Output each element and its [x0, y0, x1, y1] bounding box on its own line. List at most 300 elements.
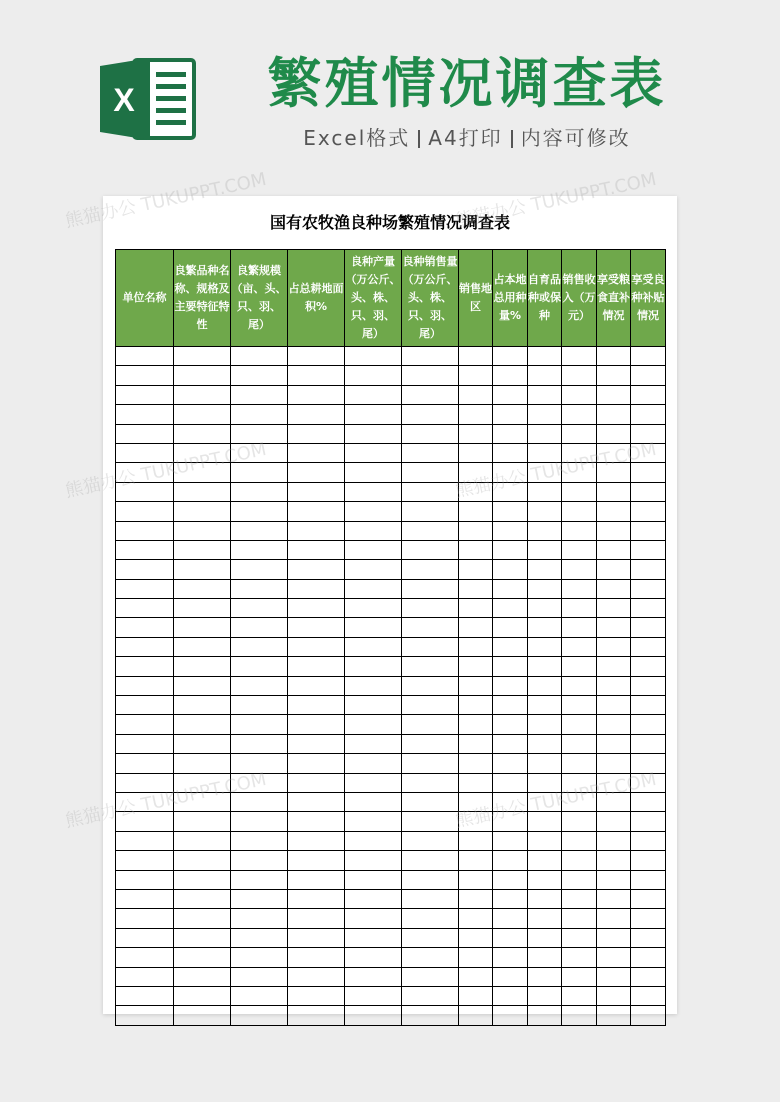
- table-cell[interactable]: [493, 792, 528, 811]
- table-cell[interactable]: [631, 502, 666, 521]
- table-cell[interactable]: [597, 599, 631, 618]
- table-cell[interactable]: [493, 851, 528, 870]
- table-cell[interactable]: [562, 599, 597, 618]
- table-cell[interactable]: [631, 948, 666, 967]
- table-cell[interactable]: [493, 521, 528, 540]
- table-cell[interactable]: [562, 540, 597, 559]
- table-cell[interactable]: [459, 734, 493, 753]
- table-cell[interactable]: [402, 676, 459, 695]
- table-cell[interactable]: [288, 599, 345, 618]
- table-cell[interactable]: [597, 618, 631, 637]
- table-cell[interactable]: [528, 928, 562, 947]
- table-cell[interactable]: [459, 637, 493, 656]
- table-cell[interactable]: [345, 812, 402, 831]
- table-cell[interactable]: [562, 928, 597, 947]
- table-cell[interactable]: [528, 948, 562, 967]
- table-cell[interactable]: [597, 967, 631, 986]
- table-cell[interactable]: [402, 754, 459, 773]
- table-cell[interactable]: [562, 696, 597, 715]
- table-cell[interactable]: [174, 928, 231, 947]
- table-cell[interactable]: [493, 928, 528, 947]
- table-cell[interactable]: [231, 443, 288, 462]
- table-cell[interactable]: [493, 889, 528, 908]
- table-cell[interactable]: [116, 909, 174, 928]
- table-cell[interactable]: [459, 521, 493, 540]
- table-cell[interactable]: [288, 715, 345, 734]
- table-cell[interactable]: [231, 618, 288, 637]
- table-cell[interactable]: [597, 754, 631, 773]
- table-cell[interactable]: [459, 463, 493, 482]
- table-cell[interactable]: [597, 579, 631, 598]
- table-cell[interactable]: [402, 521, 459, 540]
- table-cell[interactable]: [493, 366, 528, 385]
- table-cell[interactable]: [402, 812, 459, 831]
- table-cell[interactable]: [288, 986, 345, 1005]
- table-cell[interactable]: [528, 366, 562, 385]
- table-cell[interactable]: [493, 482, 528, 501]
- table-cell[interactable]: [345, 482, 402, 501]
- table-cell[interactable]: [231, 734, 288, 753]
- table-cell[interactable]: [631, 443, 666, 462]
- table-cell[interactable]: [116, 967, 174, 986]
- table-cell[interactable]: [174, 521, 231, 540]
- table-cell[interactable]: [493, 986, 528, 1005]
- table-cell[interactable]: [562, 967, 597, 986]
- table-cell[interactable]: [528, 831, 562, 850]
- table-cell[interactable]: [345, 560, 402, 579]
- table-cell[interactable]: [174, 909, 231, 928]
- table-cell[interactable]: [562, 715, 597, 734]
- table-cell[interactable]: [116, 540, 174, 559]
- table-cell[interactable]: [631, 734, 666, 753]
- table-cell[interactable]: [174, 696, 231, 715]
- table-cell[interactable]: [402, 579, 459, 598]
- table-cell[interactable]: [345, 928, 402, 947]
- table-cell[interactable]: [174, 424, 231, 443]
- table-cell[interactable]: [116, 599, 174, 618]
- table-cell[interactable]: [288, 734, 345, 753]
- table-cell[interactable]: [493, 909, 528, 928]
- table-cell[interactable]: [493, 754, 528, 773]
- table-cell[interactable]: [631, 831, 666, 850]
- table-cell[interactable]: [116, 521, 174, 540]
- table-cell[interactable]: [345, 599, 402, 618]
- table-cell[interactable]: [116, 792, 174, 811]
- table-cell[interactable]: [493, 405, 528, 424]
- table-cell[interactable]: [459, 560, 493, 579]
- table-cell[interactable]: [562, 385, 597, 404]
- table-cell[interactable]: [231, 986, 288, 1005]
- table-cell[interactable]: [231, 715, 288, 734]
- table-cell[interactable]: [597, 734, 631, 753]
- table-cell[interactable]: [174, 502, 231, 521]
- table-cell[interactable]: [562, 424, 597, 443]
- table-cell[interactable]: [459, 948, 493, 967]
- table-cell[interactable]: [345, 1006, 402, 1025]
- table-cell[interactable]: [402, 948, 459, 967]
- table-cell[interactable]: [288, 754, 345, 773]
- table-cell[interactable]: [116, 948, 174, 967]
- table-cell[interactable]: [288, 967, 345, 986]
- table-cell[interactable]: [459, 579, 493, 598]
- table-cell[interactable]: [288, 560, 345, 579]
- table-cell[interactable]: [116, 560, 174, 579]
- table-cell[interactable]: [493, 443, 528, 462]
- table-cell[interactable]: [345, 463, 402, 482]
- table-cell[interactable]: [116, 637, 174, 656]
- table-cell[interactable]: [459, 696, 493, 715]
- table-cell[interactable]: [562, 657, 597, 676]
- table-cell[interactable]: [562, 579, 597, 598]
- table-cell[interactable]: [631, 773, 666, 792]
- table-cell[interactable]: [174, 715, 231, 734]
- table-cell[interactable]: [116, 618, 174, 637]
- table-cell[interactable]: [116, 831, 174, 850]
- table-cell[interactable]: [231, 599, 288, 618]
- table-cell[interactable]: [345, 986, 402, 1005]
- table-cell[interactable]: [288, 928, 345, 947]
- table-cell[interactable]: [402, 889, 459, 908]
- table-cell[interactable]: [345, 967, 402, 986]
- table-cell[interactable]: [597, 676, 631, 695]
- table-cell[interactable]: [116, 715, 174, 734]
- table-cell[interactable]: [597, 773, 631, 792]
- table-cell[interactable]: [459, 754, 493, 773]
- table-cell[interactable]: [402, 385, 459, 404]
- table-cell[interactable]: [597, 502, 631, 521]
- table-cell[interactable]: [631, 463, 666, 482]
- table-cell[interactable]: [288, 657, 345, 676]
- table-cell[interactable]: [631, 599, 666, 618]
- table-cell[interactable]: [116, 347, 174, 366]
- table-cell[interactable]: [174, 560, 231, 579]
- table-cell[interactable]: [116, 928, 174, 947]
- table-cell[interactable]: [528, 870, 562, 889]
- table-cell[interactable]: [288, 366, 345, 385]
- table-cell[interactable]: [528, 696, 562, 715]
- table-cell[interactable]: [528, 443, 562, 462]
- table-cell[interactable]: [631, 889, 666, 908]
- table-cell[interactable]: [174, 637, 231, 656]
- table-cell[interactable]: [402, 366, 459, 385]
- table-cell[interactable]: [231, 792, 288, 811]
- table-cell[interactable]: [562, 560, 597, 579]
- table-cell[interactable]: [493, 385, 528, 404]
- table-cell[interactable]: [288, 792, 345, 811]
- table-cell[interactable]: [493, 967, 528, 986]
- table-cell[interactable]: [231, 424, 288, 443]
- table-cell[interactable]: [402, 347, 459, 366]
- table-cell[interactable]: [459, 851, 493, 870]
- table-cell[interactable]: [528, 792, 562, 811]
- table-cell[interactable]: [231, 637, 288, 656]
- table-cell[interactable]: [402, 482, 459, 501]
- table-cell[interactable]: [288, 405, 345, 424]
- table-cell[interactable]: [528, 521, 562, 540]
- table-cell[interactable]: [493, 560, 528, 579]
- table-cell[interactable]: [288, 696, 345, 715]
- table-cell[interactable]: [231, 889, 288, 908]
- table-cell[interactable]: [402, 967, 459, 986]
- table-cell[interactable]: [493, 579, 528, 598]
- table-cell[interactable]: [597, 366, 631, 385]
- table-cell[interactable]: [345, 773, 402, 792]
- table-cell[interactable]: [493, 676, 528, 695]
- table-cell[interactable]: [562, 792, 597, 811]
- table-cell[interactable]: [231, 773, 288, 792]
- table-cell[interactable]: [493, 870, 528, 889]
- table-cell[interactable]: [631, 347, 666, 366]
- table-cell[interactable]: [231, 657, 288, 676]
- table-cell[interactable]: [597, 696, 631, 715]
- table-cell[interactable]: [459, 676, 493, 695]
- table-cell[interactable]: [597, 1006, 631, 1025]
- table-cell[interactable]: [631, 715, 666, 734]
- table-cell[interactable]: [402, 715, 459, 734]
- table-cell[interactable]: [345, 948, 402, 967]
- table-cell[interactable]: [231, 696, 288, 715]
- table-cell[interactable]: [459, 657, 493, 676]
- table-cell[interactable]: [597, 347, 631, 366]
- table-cell[interactable]: [402, 909, 459, 928]
- table-cell[interactable]: [562, 463, 597, 482]
- table-cell[interactable]: [174, 734, 231, 753]
- table-cell[interactable]: [116, 366, 174, 385]
- table-cell[interactable]: [562, 948, 597, 967]
- table-cell[interactable]: [345, 676, 402, 695]
- table-cell[interactable]: [631, 928, 666, 947]
- table-cell[interactable]: [345, 909, 402, 928]
- table-cell[interactable]: [402, 928, 459, 947]
- table-cell[interactable]: [231, 482, 288, 501]
- table-cell[interactable]: [459, 443, 493, 462]
- table-cell[interactable]: [174, 540, 231, 559]
- table-cell[interactable]: [459, 870, 493, 889]
- table-cell[interactable]: [597, 812, 631, 831]
- table-cell[interactable]: [459, 482, 493, 501]
- table-cell[interactable]: [288, 482, 345, 501]
- table-cell[interactable]: [528, 463, 562, 482]
- table-cell[interactable]: [562, 521, 597, 540]
- table-cell[interactable]: [345, 385, 402, 404]
- table-cell[interactable]: [631, 405, 666, 424]
- table-cell[interactable]: [345, 366, 402, 385]
- table-cell[interactable]: [116, 424, 174, 443]
- table-cell[interactable]: [631, 676, 666, 695]
- table-cell[interactable]: [631, 1006, 666, 1025]
- table-cell[interactable]: [459, 889, 493, 908]
- table-cell[interactable]: [459, 424, 493, 443]
- table-cell[interactable]: [597, 948, 631, 967]
- table-cell[interactable]: [231, 521, 288, 540]
- table-cell[interactable]: [562, 986, 597, 1005]
- table-cell[interactable]: [174, 851, 231, 870]
- table-cell[interactable]: [231, 1006, 288, 1025]
- table-cell[interactable]: [288, 579, 345, 598]
- table-cell[interactable]: [493, 637, 528, 656]
- table-cell[interactable]: [402, 773, 459, 792]
- table-cell[interactable]: [116, 851, 174, 870]
- table-cell[interactable]: [493, 831, 528, 850]
- table-cell[interactable]: [345, 831, 402, 850]
- table-cell[interactable]: [116, 463, 174, 482]
- table-cell[interactable]: [528, 889, 562, 908]
- table-cell[interactable]: [459, 502, 493, 521]
- table-cell[interactable]: [528, 986, 562, 1005]
- table-cell[interactable]: [288, 618, 345, 637]
- table-cell[interactable]: [493, 657, 528, 676]
- table-cell[interactable]: [116, 579, 174, 598]
- table-cell[interactable]: [402, 986, 459, 1005]
- table-cell[interactable]: [631, 754, 666, 773]
- table-cell[interactable]: [597, 540, 631, 559]
- table-cell[interactable]: [288, 773, 345, 792]
- table-cell[interactable]: [402, 560, 459, 579]
- table-cell[interactable]: [493, 347, 528, 366]
- table-cell[interactable]: [174, 773, 231, 792]
- table-cell[interactable]: [116, 482, 174, 501]
- table-cell[interactable]: [231, 366, 288, 385]
- table-cell[interactable]: [562, 870, 597, 889]
- table-cell[interactable]: [174, 482, 231, 501]
- table-cell[interactable]: [345, 734, 402, 753]
- table-cell[interactable]: [345, 889, 402, 908]
- table-cell[interactable]: [345, 792, 402, 811]
- table-cell[interactable]: [345, 696, 402, 715]
- table-cell[interactable]: [174, 967, 231, 986]
- table-cell[interactable]: [528, 560, 562, 579]
- table-cell[interactable]: [562, 405, 597, 424]
- table-cell[interactable]: [402, 463, 459, 482]
- table-cell[interactable]: [597, 831, 631, 850]
- table-cell[interactable]: [174, 463, 231, 482]
- table-cell[interactable]: [562, 443, 597, 462]
- table-cell[interactable]: [174, 1006, 231, 1025]
- table-cell[interactable]: [288, 463, 345, 482]
- table-cell[interactable]: [402, 443, 459, 462]
- table-cell[interactable]: [288, 676, 345, 695]
- table-cell[interactable]: [345, 405, 402, 424]
- table-cell[interactable]: [562, 773, 597, 792]
- table-cell[interactable]: [174, 657, 231, 676]
- table-cell[interactable]: [493, 599, 528, 618]
- table-cell[interactable]: [116, 754, 174, 773]
- table-cell[interactable]: [345, 502, 402, 521]
- table-cell[interactable]: [528, 424, 562, 443]
- table-cell[interactable]: [562, 1006, 597, 1025]
- table-cell[interactable]: [174, 347, 231, 366]
- table-cell[interactable]: [174, 599, 231, 618]
- table-cell[interactable]: [528, 676, 562, 695]
- table-cell[interactable]: [116, 889, 174, 908]
- table-cell[interactable]: [528, 657, 562, 676]
- table-cell[interactable]: [116, 385, 174, 404]
- table-cell[interactable]: [231, 560, 288, 579]
- table-cell[interactable]: [288, 502, 345, 521]
- table-cell[interactable]: [116, 1006, 174, 1025]
- table-cell[interactable]: [459, 347, 493, 366]
- table-cell[interactable]: [231, 812, 288, 831]
- table-cell[interactable]: [116, 405, 174, 424]
- table-cell[interactable]: [402, 1006, 459, 1025]
- table-cell[interactable]: [597, 657, 631, 676]
- table-cell[interactable]: [528, 851, 562, 870]
- table-cell[interactable]: [231, 948, 288, 967]
- table-cell[interactable]: [231, 967, 288, 986]
- table-cell[interactable]: [116, 812, 174, 831]
- table-cell[interactable]: [597, 889, 631, 908]
- table-cell[interactable]: [528, 347, 562, 366]
- table-cell[interactable]: [345, 443, 402, 462]
- table-cell[interactable]: [116, 696, 174, 715]
- table-cell[interactable]: [528, 1006, 562, 1025]
- table-cell[interactable]: [402, 851, 459, 870]
- table-cell[interactable]: [597, 463, 631, 482]
- table-cell[interactable]: [597, 928, 631, 947]
- table-cell[interactable]: [402, 424, 459, 443]
- table-cell[interactable]: [493, 502, 528, 521]
- table-cell[interactable]: [288, 851, 345, 870]
- table-cell[interactable]: [562, 502, 597, 521]
- table-cell[interactable]: [631, 579, 666, 598]
- table-cell[interactable]: [174, 676, 231, 695]
- table-cell[interactable]: [528, 637, 562, 656]
- table-cell[interactable]: [288, 948, 345, 967]
- table-cell[interactable]: [597, 560, 631, 579]
- table-cell[interactable]: [562, 676, 597, 695]
- table-cell[interactable]: [345, 870, 402, 889]
- table-cell[interactable]: [288, 637, 345, 656]
- table-cell[interactable]: [231, 385, 288, 404]
- table-cell[interactable]: [288, 424, 345, 443]
- table-cell[interactable]: [528, 812, 562, 831]
- table-cell[interactable]: [345, 657, 402, 676]
- table-cell[interactable]: [631, 812, 666, 831]
- table-cell[interactable]: [631, 424, 666, 443]
- table-cell[interactable]: [631, 540, 666, 559]
- table-cell[interactable]: [402, 405, 459, 424]
- table-cell[interactable]: [174, 986, 231, 1005]
- table-cell[interactable]: [288, 909, 345, 928]
- table-cell[interactable]: [402, 734, 459, 753]
- table-cell[interactable]: [174, 792, 231, 811]
- table-cell[interactable]: [493, 812, 528, 831]
- table-cell[interactable]: [174, 579, 231, 598]
- table-cell[interactable]: [459, 715, 493, 734]
- table-cell[interactable]: [528, 909, 562, 928]
- table-cell[interactable]: [231, 463, 288, 482]
- table-cell[interactable]: [345, 618, 402, 637]
- table-cell[interactable]: [631, 385, 666, 404]
- table-cell[interactable]: [493, 734, 528, 753]
- table-cell[interactable]: [562, 831, 597, 850]
- table-cell[interactable]: [345, 540, 402, 559]
- table-cell[interactable]: [174, 754, 231, 773]
- table-cell[interactable]: [631, 986, 666, 1005]
- table-cell[interactable]: [562, 366, 597, 385]
- table-cell[interactable]: [493, 618, 528, 637]
- table-cell[interactable]: [528, 715, 562, 734]
- table-cell[interactable]: [402, 657, 459, 676]
- table-cell[interactable]: [174, 385, 231, 404]
- table-cell[interactable]: [528, 502, 562, 521]
- table-cell[interactable]: [116, 502, 174, 521]
- table-cell[interactable]: [288, 540, 345, 559]
- table-cell[interactable]: [631, 521, 666, 540]
- table-cell[interactable]: [231, 540, 288, 559]
- table-cell[interactable]: [631, 792, 666, 811]
- table-cell[interactable]: [231, 870, 288, 889]
